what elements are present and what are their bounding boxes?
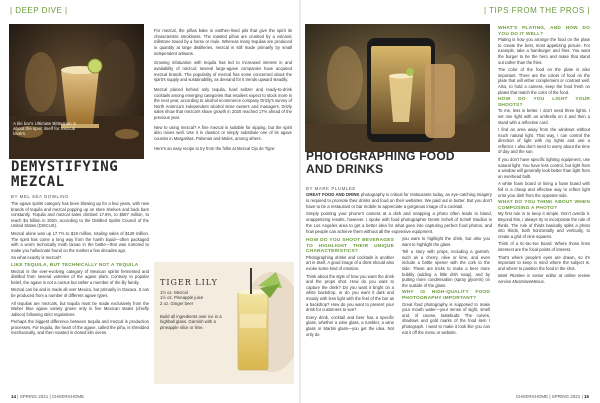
headline-line-1: DEMYSTIFYING <box>11 159 119 175</box>
standfirst-paragraph: Simply pointing your phone's camera at a dish and snapping a photo often leads to bland, unappetizing results, however. I spoke with food photographer Derek Schell of Schell Studios in the Los Angeles area to get a better idea for what goes into capturing perfect food photos, and how people can achieve them without all the expensive equipment. <box>306 211 492 234</box>
subhead-beverages: HOW DO YOU SHOOT BEVERAGES TO HIGHLIGHT THEIR UNIQUE CHARACTERISTICS? <box>306 238 394 255</box>
page-number-left: 14 <box>11 393 17 399</box>
body-paragraph: To me, less is better. I don't need three lights. I set one light with an umbrella on it and then a stand with a reflective card. <box>498 108 590 125</box>
body-paragraph: A white foam board or lining a foam board with foil is a cheap and effective way to reflect light onto your dish from the opposite side. <box>498 181 590 198</box>
body-paragraph: Think of a tic-tac-toe board. Where those lines intersect are the focal points of interest. <box>498 241 590 252</box>
mezcal-cocktail-photo <box>9 24 144 159</box>
intro-paragraph: So what exactly is mezcal? <box>11 255 62 261</box>
footer-sep: | <box>548 393 552 399</box>
standfirst <box>306 192 492 235</box>
body-paragraph: Mezcal is the ever-evolving category of Mexican spirits fermented and distilled from several varieties of the agave plant. Contrary to popular belief, the agave is not a cactus but rather a member of the lily family. <box>11 268 149 285</box>
author-signoff: Mark Plumlee is senior editor at online review service MustHaveMenus. <box>498 273 590 284</box>
byline-right: BY MARK PLUMLEE <box>306 186 356 191</box>
footer-site-left: CHEERSHOME <box>51 393 85 399</box>
body-paragraph: New to using mezcal? A fine mezcal is suitable for sipping, but the spirit also mixes well. Use it in classics or simply substitute one of its agave cousins in Margaritas, Palomas and Mules, among others. <box>154 124 292 141</box>
body-paragraph: Photographing drinks and cocktails is another art in itself. A good image of a drink should also evoke some kind of emotion. <box>306 254 394 271</box>
body-paragraph: My first rule is to keep it simple. Don't overdo it. Beyond this, I always try to incorporate the rule of thirds. The rule of thirds basically splits a photo into thirds, both horizontally and vertically, to create a grid of nine squares. <box>498 211 590 239</box>
footer-right <box>516 392 589 400</box>
standfirst-paragraph <box>306 192 492 209</box>
headline-line-2: AND DRINKS <box>306 162 384 176</box>
body-paragraph: Plating is how you arrange the food on the plate to create the best, most appetizing picture. For example, take a hamburger and fries. You want the burger to be the hero and make that stand out rather than the fries. <box>498 37 590 65</box>
subhead-composition: WHAT DO YOU THINK ABOUT WHEN COMPOSING A PHOTO? <box>498 200 590 211</box>
body-paragraph: Mezcal placed behind only tequila, hard seltzer and ready-to-drink cocktails among emerging categories that retailers expect to stock more in the next year, according to alcohol ecommerce company Drizly's survey of North America's independent alcohol store owners and managers. Drizly sales show that mezcal's share growth in 2020 reached 17% ahead of the previous year. <box>154 86 292 120</box>
body-paragraph: Perhaps the biggest difference between tequila and mezcal is production processes. For tequila, the heart of the agave, called the piña, is shredded mechanically, and then roasted in closed kiln ovens. <box>11 319 149 336</box>
subhead-importance: WHY IS HIGH-QUALITY FOOD PHOTOGRAPHY IMPORTANT? <box>402 290 490 301</box>
body-paragraph: Mezcal can be and is made all over Mexico, but primarily in Oaxaca. It can be produced from a number of different agave types. <box>11 287 149 298</box>
footer-sep: | <box>48 393 52 399</box>
body-paragraph: you want to highlight the drink, but also you want to highlight the glass. <box>402 236 490 247</box>
footer-left <box>11 392 84 400</box>
mezcal-middle-column <box>154 24 292 155</box>
page-number-right: 15 <box>583 393 589 399</box>
body-paragraph: All tequilas are mezcals, but tequila must be made exclusively from the Weber blue agave variety grown only in five Mexican states (chiefly Jalisco) following strict regulations. <box>11 300 149 317</box>
body-paragraph: The color of the food on the plate is also important. There are the colors of food on the plate that will either complement or contrast well. Also, to hold a camera, keep the food fresh on plates that match the color of the food. <box>498 67 590 95</box>
article-headline-mezcal <box>11 160 149 190</box>
recipe-title: TIGER LILY <box>160 278 218 287</box>
headline-line-2: MEZCAL <box>11 174 65 190</box>
section-tag-right: | TIPS FROM THE PROS | <box>484 5 590 15</box>
section-tag-left: | DEEP DIVE | <box>10 5 68 15</box>
body-paragraph: If you don't have specific lighting equipment, use natural light. You have less control, but light from a window will generally look better than light from an overhead bulb. <box>498 157 590 179</box>
subhead-lighting: HOW DO YOU LIGHT YOUR SHOOTS? <box>498 97 590 108</box>
recipe-method: Build all ingredients over ice in a highball glass. Garnish with a pineapple slice or lime. <box>160 314 222 330</box>
phone-photographing-drink-photo <box>305 24 490 152</box>
photo-caption: A tiki bar's Ultimate Bitterman is about the spirit itself for mezcal lovers. <box>13 121 77 137</box>
mezcal-body-text <box>11 201 149 338</box>
intro-paragraph: The agave spirits category has been blowing up for a few years, with new brands of tequila and mezcal popping up on store shelves and back bars constantly. Tequila and mezcal sales climbed 17.6%, to $587 million, to reach $4 billion in 2020, according to the Distilled Spirits Council of the United States (DISCUS). <box>11 201 149 229</box>
photography-column-3 <box>498 24 590 287</box>
body-paragraph: I find an area away from the windows without much natural light. That way, I can control the direction of light with my lights and use a reflector. I also don't need to worry about the time of day and the sun. <box>498 127 590 155</box>
footer-sep: | <box>580 393 584 399</box>
footer-site-right: CHEERSHOME <box>515 393 549 399</box>
headline-line-1: PHOTOGRAPHING FOOD <box>306 149 455 163</box>
header-left <box>0 0 300 20</box>
photography-column-2 <box>402 236 490 337</box>
subhead-plating: WHAT'S PLATING, AND HOW DO YOU DO IT WELL? <box>498 26 590 37</box>
standfirst-text: photography is critical for restaurants today, as eye-catching imagery is required to promote their drinks and food on their websites. We paid out in butter. But you don't have to be a restaurant or bar mobile to appreciate a gorgeous image of a cocktail. <box>306 192 492 209</box>
footer-sep: | <box>16 393 20 399</box>
ingredient: 1½ oz. Pineapple juice <box>160 295 204 301</box>
ingredient: 1½ oz. Mezcal <box>160 290 188 295</box>
ingredient: 2 oz. Ginger beer <box>160 300 194 306</box>
footer-issue-left: SPRING 2021 <box>19 393 49 399</box>
photography-column-1 <box>306 236 394 339</box>
recipe-card <box>154 262 294 384</box>
body-paragraph: Think about the style of how you want the drink and the props shot. How do you want to capture the drink? Do you want it bright on a white backdrop, or do you want it dark and moody with less light with the feel of the bar as a backdrop? How do you want to present your drink for customers to see? <box>306 273 394 313</box>
byline-left: BY MEL SEA DOWLING <box>11 194 70 199</box>
subhead-tequila: LIKE TEQUILA, BUT TECHNICALLY NOT A TEQUILA <box>11 262 139 268</box>
body-paragraph: For mezcal, the piñas bake in earthen-lined pits that give the spirit its characteristic smokiness. The roasted piñas are crushed by a volcanic millstone towed by a horse or mule. Whereas many tequilas are produced in quantity at large distilleries, mezcal is still made primarily by small independent artisans. <box>154 28 292 56</box>
recipe-ingredients <box>160 290 203 306</box>
body-paragraph: Great food photography is supposed to make your mouth water—your sense of sight, smell and, of course, tastebuds. The curves, shadows and gold marks of the food item I photograph. I want to make it look like you can eat it off the menu or website. <box>402 301 490 335</box>
header-right <box>300 0 600 20</box>
footer-issue-right: SPRING 2021 <box>551 393 581 399</box>
article-headline-photography <box>306 150 486 176</box>
body-paragraph: Growing infatuation with tequila has led to increased interest in and availability of mezcal; several large-agave companies have acquired mezcal brands. The popularity of mezcal has some concerned about the spirit's supply and sustainability, as demand for it trends upward steadily. <box>154 60 292 83</box>
page-gutter <box>299 0 301 403</box>
intro-paragraph: Mezcal alone was up 17.7% to $19 million, totaling sales of $128 million. The spirit has come a long way from the harsh liquid—often packaged with a worm technically moth larvae in the bottle—that was rumored to make you hallucinate found on the market a few decades ago. <box>11 230 149 253</box>
standfirst-lead: GREAT FOOD AND DRINK <box>306 192 360 197</box>
body-paragraph: Tell a story with props, including a garnish, such as a cherry, olive or lime, and even include a bottle opener with the cork to the side. These are tricks to make a beer more bubbly (adding a little dish soap), and by putting more condensation (spray glycerin) on the outside of the glass. <box>402 249 490 288</box>
body-paragraph: Here's an easy recipe to try from the folks at Mezcal Ojo de Tigre: <box>154 145 276 151</box>
body-paragraph: Every drink, cocktail and beer has a specific glass, whether a wine glass, a tumbler, a wine glass or Martini glass—you get the idea. Not only do <box>306 314 394 337</box>
body-paragraph: That's where people's eyes are drawn, so it's important to keep in mind where the subject is, and where to position the food in the shot. <box>498 254 590 271</box>
